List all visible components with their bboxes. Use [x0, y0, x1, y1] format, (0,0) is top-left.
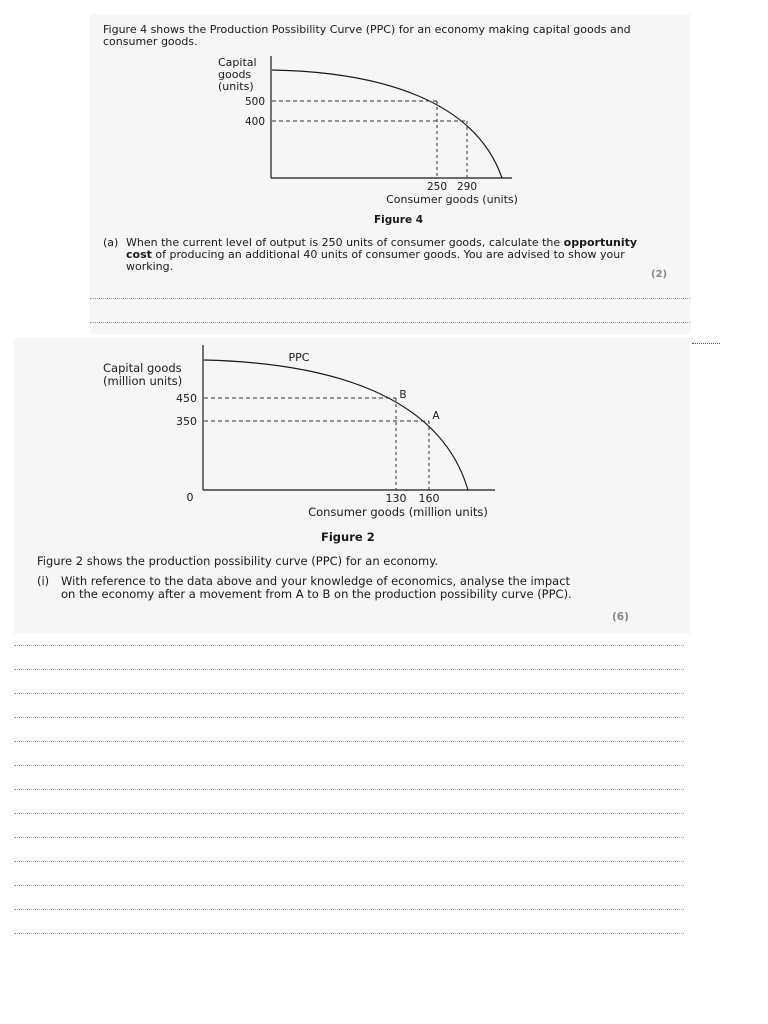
q2-marks: (6) — [612, 611, 629, 623]
answer-line[interactable] — [692, 343, 720, 344]
answer-line[interactable] — [14, 813, 684, 814]
fig4-ytick-500: 500 — [244, 96, 265, 108]
q1-text-after: of producing an additional 40 units of consumer goods. You are advised to show your working. — [126, 248, 625, 273]
q1-marks: (2) — [651, 269, 668, 280]
fig2-ylabel-line-1: Capital goods — [103, 361, 182, 375]
figure-2-caption: Figure 2 — [321, 530, 375, 544]
figure-4-caption: Figure 4 — [374, 214, 424, 226]
answer-line[interactable] — [14, 717, 684, 718]
fig2-ytick-350: 350 — [176, 415, 197, 428]
answer-line[interactable] — [90, 298, 690, 299]
fig2-xlabel: Consumer goods (million units) — [308, 505, 488, 519]
q1-part-label: (a) — [103, 236, 119, 249]
fig4-xlabel: Consumer goods (units) — [386, 193, 518, 206]
answer-line[interactable] — [14, 741, 684, 742]
answer-line[interactable] — [14, 645, 684, 646]
q1-intro: Figure 4 shows the Production Possibility Curve (PPC) for an economy making capital goods and consumer goods. — [103, 23, 631, 48]
fig2-ppc-curve — [204, 360, 468, 490]
answer-line[interactable] — [14, 765, 684, 766]
answer-line[interactable] — [14, 885, 684, 886]
answer-line[interactable] — [14, 909, 684, 910]
fig4-ylabel-line-3: (units) — [218, 80, 254, 93]
answer-line[interactable] — [14, 789, 684, 790]
answer-line[interactable] — [14, 669, 684, 670]
fig2-xtick-130: 130 — [385, 492, 407, 505]
fig2-ytick-450: 450 — [176, 392, 197, 405]
answer-line[interactable] — [14, 837, 684, 838]
fig2-curve-label: PPC — [288, 351, 310, 364]
fig4-xtick-250: 250 — [426, 181, 448, 193]
q2-question: With reference to the data above and your knowledge of economics, analyse the impact on the economy after a movement from A to B on the production possibility curve (PPC). — [61, 574, 572, 601]
fig2-origin-label: 0 — [186, 491, 194, 504]
fig2-ylabel-line-2: (million units) — [103, 374, 183, 388]
answer-line[interactable] — [14, 861, 684, 862]
answer-line[interactable] — [14, 933, 684, 934]
fig4-ytick-400: 400 — [244, 116, 265, 128]
fig2-xtick-160: 160 — [418, 492, 440, 505]
fig2-point-a-label: A — [432, 410, 440, 422]
fig4-xtick-290: 290 — [456, 181, 478, 193]
answer-line[interactable] — [14, 693, 684, 694]
q1-part-a-text — [126, 237, 646, 273]
fig2-point-b-label: B — [399, 389, 407, 401]
answer-line[interactable] — [90, 322, 690, 323]
fig4-ylabel-line-1: Capital — [218, 56, 257, 69]
q1-bold-phrase: opportunity cost — [126, 236, 638, 261]
q2-part-label: (i) — [37, 574, 50, 588]
fig4-ylabel-line-2: goods — [218, 68, 252, 81]
q1-text-before: When the current level of output is 250 units of consumer goods, calculate the — [126, 236, 564, 249]
q2-intro: Figure 2 shows the production possibility curve (PPC) for an economy. — [37, 554, 439, 568]
